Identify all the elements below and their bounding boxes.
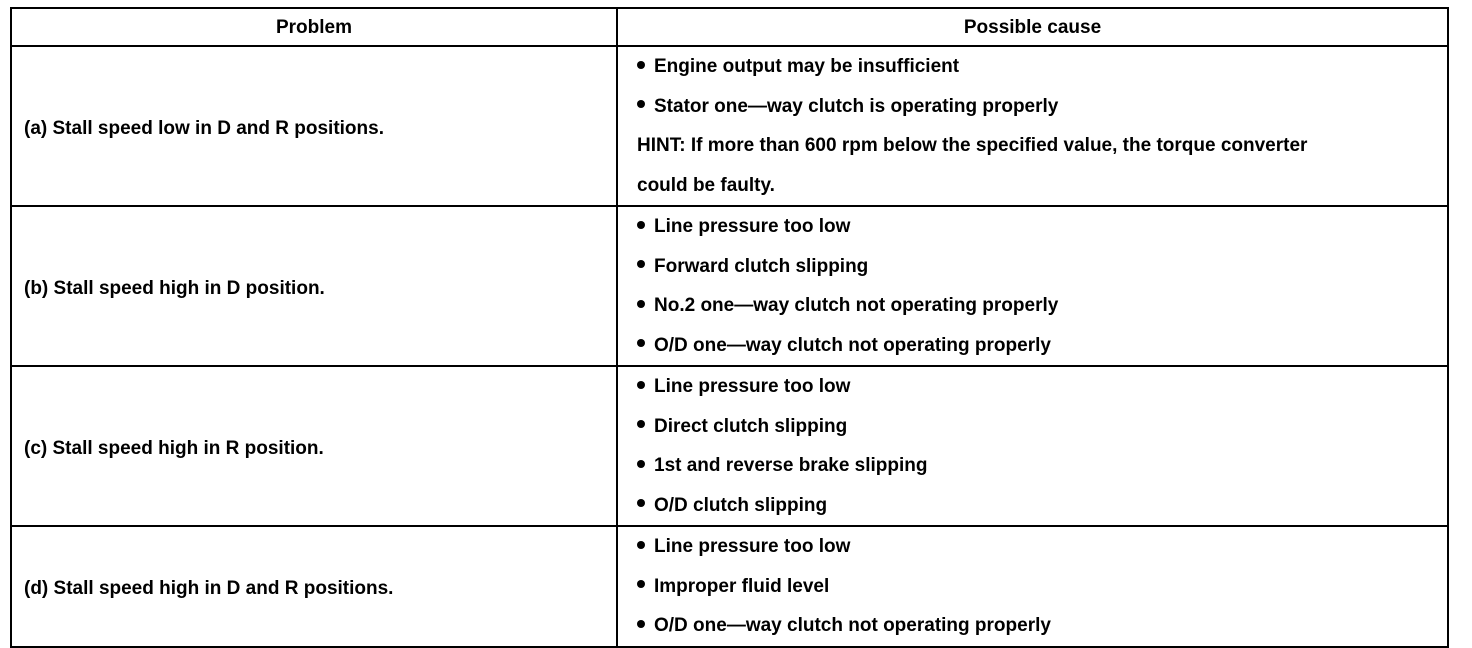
- cause-text: 1st and reverse brake slipping: [654, 455, 928, 476]
- cause-item: [637, 286, 1441, 326]
- diagnosis-table: [10, 7, 1449, 648]
- cause-item: [637, 527, 1441, 567]
- cause-text: HINT: If more than 600 rpm below the specified value, the torque converter: [637, 135, 1308, 156]
- cause-text: No.2 one—way clutch not operating properly: [654, 295, 1059, 316]
- cause-item: [637, 446, 1441, 486]
- bullet-icon: [637, 541, 645, 549]
- bullet-icon: [637, 339, 645, 347]
- cause-text: Line pressure too low: [654, 216, 851, 237]
- bullet-icon: [637, 100, 645, 108]
- cause-item: [637, 367, 1441, 407]
- cause-item: [637, 87, 1441, 127]
- cause-text: Forward clutch slipping: [654, 255, 869, 277]
- table-row: [11, 366, 1448, 526]
- diagnosis-table-container: [10, 7, 1447, 648]
- cause-text: Line pressure too low: [654, 536, 851, 557]
- problem-cell: (d) Stall speed high in D and R positions.: [11, 526, 617, 647]
- cause-item: [637, 207, 1441, 247]
- cause-text: O/D one—way clutch not operating properly: [654, 615, 1051, 636]
- possible-cause-cell: [617, 206, 1448, 366]
- possible-cause-cell: [617, 46, 1448, 206]
- bullet-icon: [637, 620, 645, 628]
- bullet-icon: [637, 580, 645, 588]
- table-row: [11, 206, 1448, 366]
- hint-line: [637, 166, 1441, 206]
- hint-line: [637, 126, 1441, 166]
- header-possible-cause: Possible cause: [617, 8, 1448, 46]
- table-row: [11, 526, 1448, 647]
- cause-text: Direct clutch slipping: [654, 415, 848, 437]
- bullet-icon: [637, 300, 645, 308]
- table-row: [11, 46, 1448, 206]
- cause-item: [637, 567, 1441, 607]
- problem-cell: (a) Stall speed low in D and R positions.: [11, 46, 617, 206]
- cause-item: [637, 606, 1441, 646]
- bullet-icon: [637, 260, 645, 268]
- cause-text: Improper fluid level: [654, 575, 830, 597]
- possible-cause-cell: [617, 366, 1448, 526]
- cause-item: [637, 47, 1441, 87]
- possible-cause-cell: [617, 526, 1448, 647]
- cause-text: Line pressure too low: [654, 376, 851, 397]
- bullet-icon: [637, 499, 645, 507]
- cause-item: [637, 407, 1441, 447]
- cause-text: could be faulty.: [637, 174, 775, 196]
- bullet-icon: [637, 61, 645, 69]
- cause-text: O/D clutch slipping: [654, 494, 828, 516]
- table-body: [11, 46, 1448, 647]
- cause-text: O/D one—way clutch not operating properly: [654, 334, 1051, 356]
- bullet-icon: [637, 381, 645, 389]
- cause-item: [637, 326, 1441, 366]
- bullet-icon: [637, 420, 645, 428]
- cause-text: Engine output may be insufficient: [654, 56, 960, 77]
- bullet-icon: [637, 221, 645, 229]
- problem-cell: (b) Stall speed high in D position.: [11, 206, 617, 366]
- cause-item: [637, 486, 1441, 526]
- bullet-icon: [637, 460, 645, 468]
- header-row: [11, 8, 1448, 46]
- header-problem: Problem: [11, 8, 617, 46]
- cause-item: [637, 247, 1441, 287]
- problem-cell: (c) Stall speed high in R position.: [11, 366, 617, 526]
- cause-text: Stator one—way clutch is operating properly: [654, 95, 1059, 117]
